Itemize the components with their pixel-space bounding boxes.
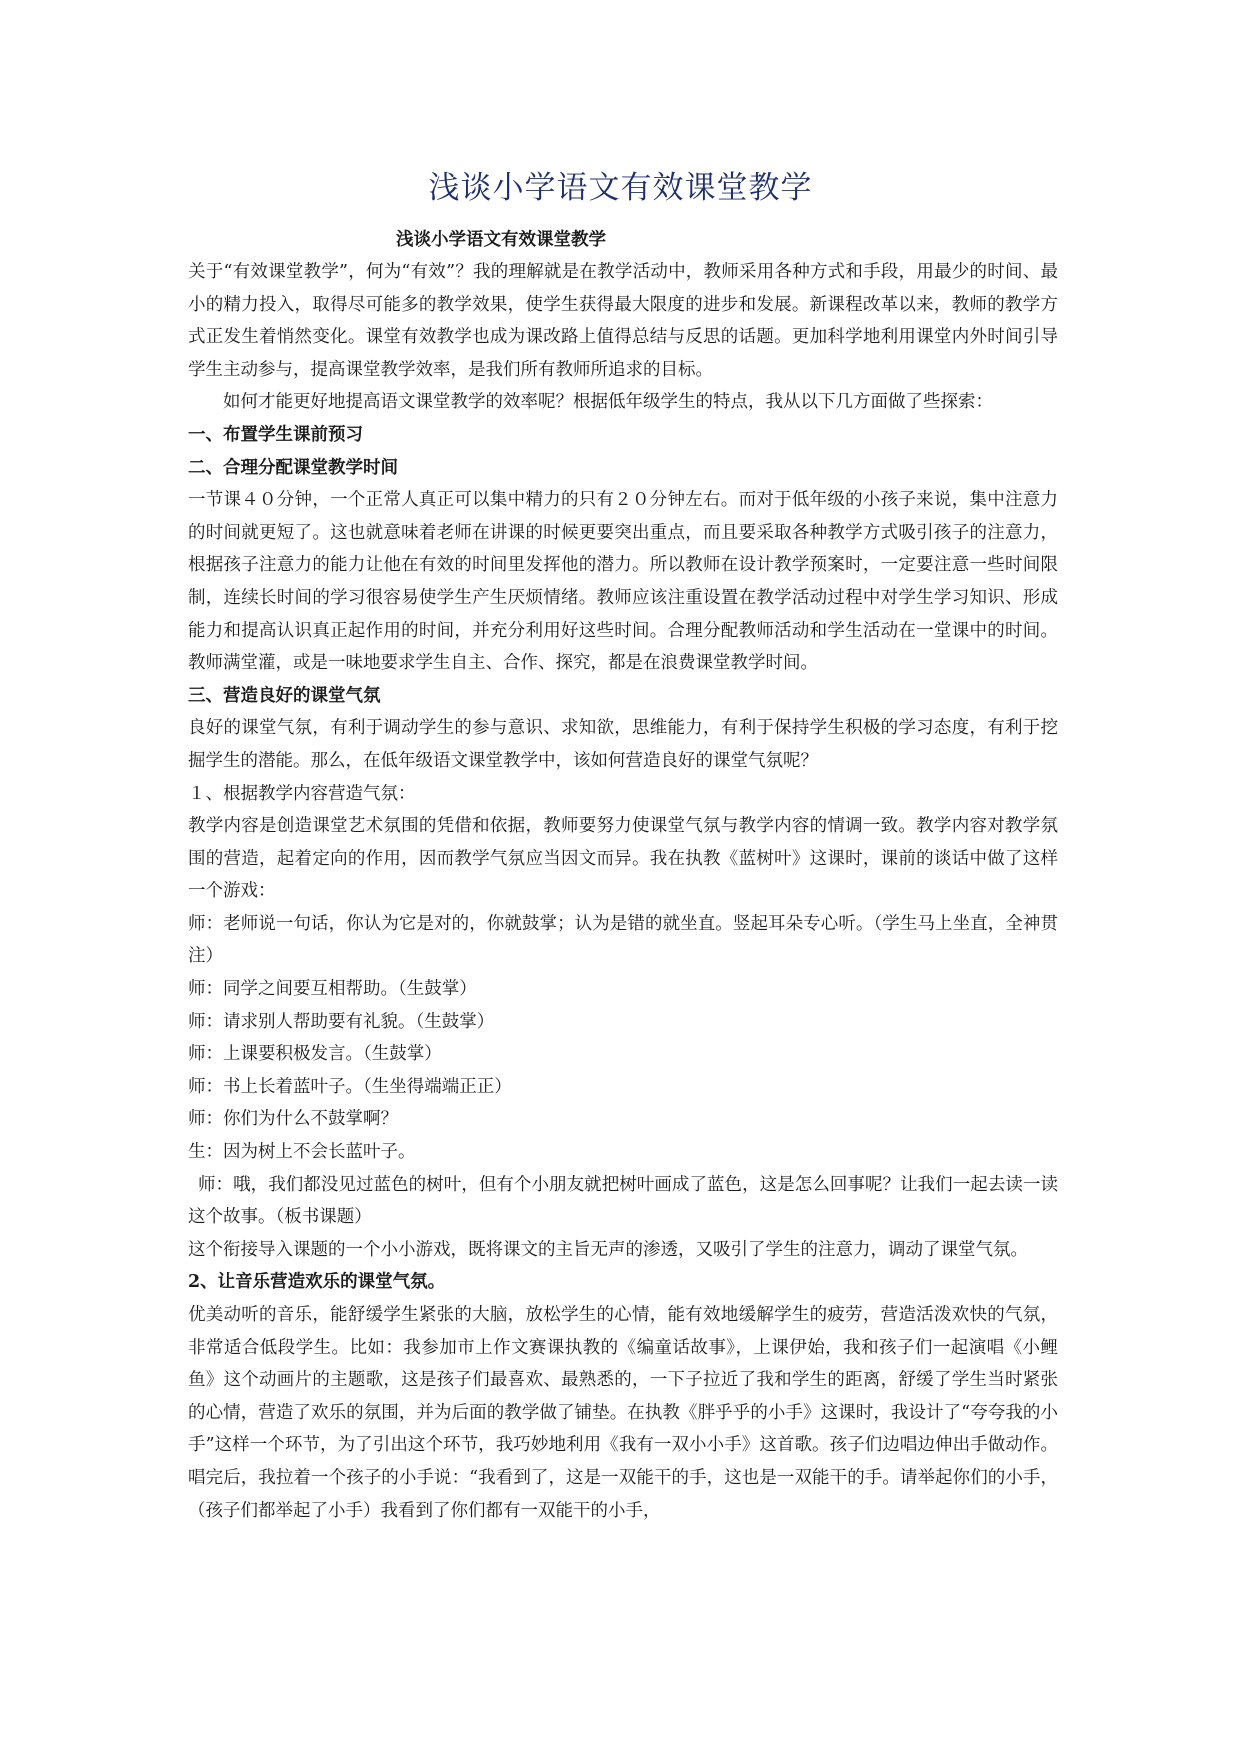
section-heading: 三、营造良好的课堂气氛 bbox=[188, 685, 381, 706]
section-heading: 2、让音乐营造欢乐的课堂气氛。 bbox=[188, 1272, 446, 1293]
paragraph: 师：书上长着蓝叶子。（生坐得端端正正） bbox=[188, 1076, 512, 1097]
paragraph: 良好的课堂气氛，有利于调动学生的参与意识、求知欲，思维能力，有利于保持学生积极的学习态度，有利于挖掘学生的潜能。那么，在低年级语文课堂教学中，该如何营造良好的课堂气氛呢？ bbox=[188, 718, 1058, 771]
paragraph: 一节课４０分钟，一个正常人真正可以集中精力的只有２０分钟左右。而对于低年级的小孩子来说，集中注意力的时间就更短了。这也就意味着老师在讲课的时候更要突出重点，而且要采取各种教学方式吸引孩子的注意力，根据孩子注意力的能力让他在有效的时间里发挥他的潜力。所以教师在设计教学预案时，一定要注意一些时间限制，连续长时间的学习很容易使学生产生厌烦情绪。教师应该注重设置在教学活动过程中对学生学习知识、形成能力和提高认识真正起作用的时间，并充分利用好这些时间。合理分配教师活动和学生活动在一堂课中的时间。教师满堂灌，或是一味地要求学生自主、合作、探究，都是在浪费课堂教学时间。 bbox=[188, 490, 1058, 674]
paragraph: 生：因为树上不会长蓝叶子。 bbox=[188, 1142, 416, 1163]
paragraph: 师：同学之间要互相帮助。（生鼓掌） bbox=[188, 979, 477, 1000]
paragraph: 如何才能更好地提高语文课堂教学的效率呢？根据低年级学生的特点，我从以下几方面做了些探索： bbox=[223, 392, 993, 413]
section-heading: 一、布置学生课前预习 bbox=[188, 424, 363, 445]
paragraph: 师：老师说一句话，你认为它是对的，你就鼓掌；认为是错的就坐直。竖起耳朵专心听。（学生马上坐直，全神贯注） bbox=[188, 913, 1058, 967]
paragraph: 这个衔接导入课题的一个小小游戏，既将课文的主旨无声的渗透，又吸引了学生的注意力，调动了课堂气氛。 bbox=[188, 1239, 1028, 1260]
paragraph: 师：上课要积极发言。（生鼓掌） bbox=[188, 1044, 442, 1065]
paragraph: 关于“有效课堂教学”，何为“有效”？我的理解就是在教学活动中，教师采用各种方式和手段，用最少的时间、最小的精力投入，取得尽可能多的教学效果，使学生获得最大限度的进步和发展。新课程改革以来，教师的教学方式正发生着悄然变化。课堂有效教学也成为课改路上值得总结与反思的话题。更加科学地利用课堂内外时间引导学生主动参与，提高课堂教学效率，是我们所有教师所追求的目标。 bbox=[188, 262, 1058, 380]
section-heading: 二、合理分配课堂教学时间 bbox=[188, 457, 398, 478]
paragraph: 优美动听的音乐，能舒缓学生紧张的大脑，放松学生的心情，能有效地缓解学生的疲劳，营造活泼欢快的气氛，非常适合低段学生。比如：我参加市上作文赛课执教的《编童话故事》，上课伊始，我和孩子们一起演唱《小鲤鱼》这个动画片的主题歌，这是孩子们最喜欢、最熟悉的，一下子拉近了我和学生的距离，舒缓了学生当时紧张的心情，营造了欢乐的氛围，并为后面的教学做了铺垫。在执教《胖乎乎的小手》这课时，我设计了“夸夸我的小手”这样一个环节，为了引出这个环节，我巧妙地利用《我有一双小小手》这首歌。孩子们边唱边伸出手做动作。唱完后，我拉着一个孩子的小手说：“我看到了，这是一双能干的手，这也是一双能干的手。请举起你们的小手，（孩子们都举起了小手）我看到了你们都有一双能干的小手， bbox=[188, 1305, 1058, 1521]
paragraph: 师：你们为什么不鼓掌啊？ bbox=[188, 1109, 398, 1130]
document-subtitle: 浅谈小学语文有效课堂教学 bbox=[396, 230, 606, 250]
paragraph: 师：哦，我们都没见过蓝色的树叶，但有个小朋友就把树叶画成了蓝色，这是怎么回事呢？让我们一起去读一读这个故事。（板书课题） bbox=[188, 1174, 1058, 1228]
document-title: 浅谈小学语文有效课堂教学 bbox=[428, 170, 813, 206]
paragraph: 教学内容是创造课堂艺术氛围的凭借和依据，教师要努力使课堂气氛与教学内容的情调一致。教学内容对教学氛围的营造，起着定向的作用，因而教学气氛应当因文而异。我在执教《蓝树叶》这课时，课前的谈话中做了这样一个游戏： bbox=[188, 816, 1058, 902]
paragraph: 师：请求别人帮助要有礼貌。（生鼓掌） bbox=[188, 1011, 495, 1032]
document-body bbox=[188, 256, 1058, 1527]
paragraph: １、根据教学内容营造气氛： bbox=[188, 783, 416, 804]
